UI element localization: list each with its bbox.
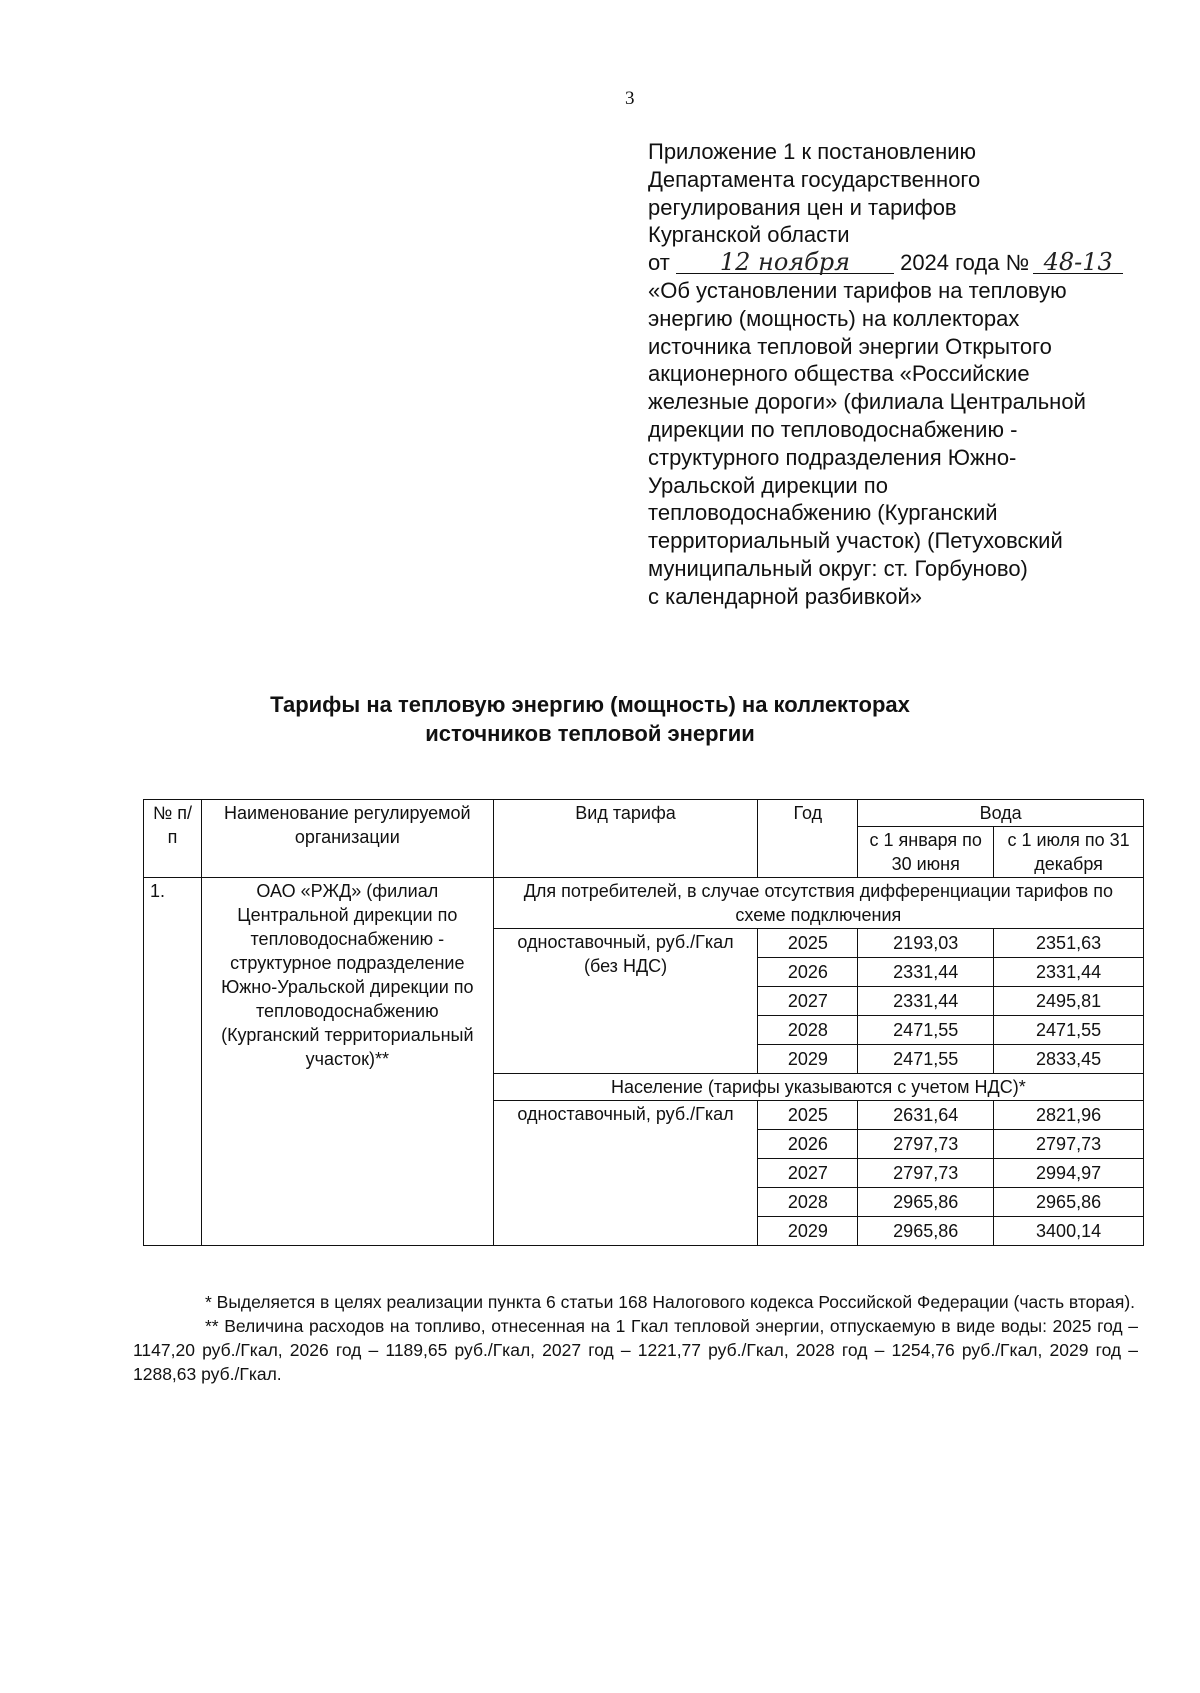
year-cell: 2025 bbox=[758, 929, 858, 958]
header-row bbox=[144, 800, 1144, 827]
year-text: 2024 года № bbox=[900, 250, 1030, 276]
tariff-h1: 2631,64 bbox=[858, 1101, 994, 1130]
tariff-type: одноставочный, руб./Гкал bbox=[493, 1101, 758, 1246]
tariff-type: одноставочный, руб./Гкал (без НДС) bbox=[493, 929, 758, 1074]
annex-date-line bbox=[648, 249, 1168, 277]
annex-line: Курганской области bbox=[648, 222, 850, 248]
year-cell: 2028 bbox=[758, 1188, 858, 1217]
section-heading: Население (тарифы указываются с учетом НДС)* bbox=[493, 1074, 1143, 1101]
annex-line: Приложение 1 к постановлению bbox=[648, 139, 977, 164]
handwritten-date: 12 ноября bbox=[676, 251, 894, 274]
annex-line: Департамента государственного bbox=[648, 166, 981, 192]
annex-title-line: тепловодоснабжению (Курганский bbox=[648, 500, 998, 526]
title-line: Тарифы на тепловую энергию (мощность) на коллекторах bbox=[270, 692, 910, 717]
tariff-h1: 2331,44 bbox=[858, 958, 994, 987]
annex-header bbox=[648, 138, 1168, 611]
tariff-table bbox=[143, 799, 1144, 1246]
tariff-h1: 2965,86 bbox=[858, 1217, 994, 1246]
title-line: источников тепловой энергии bbox=[425, 721, 755, 746]
tariff-h2: 2994,97 bbox=[994, 1159, 1144, 1188]
table-row bbox=[144, 878, 1144, 929]
date-prefix: от bbox=[648, 250, 670, 276]
tariff-h2: 2833,45 bbox=[994, 1045, 1144, 1074]
tariff-h1: 2471,55 bbox=[858, 1016, 994, 1045]
tariff-h2: 2821,96 bbox=[994, 1101, 1144, 1130]
tariff-h2: 2797,73 bbox=[994, 1130, 1144, 1159]
tariff-h2: 2495,81 bbox=[994, 987, 1144, 1016]
row-number: 1. bbox=[144, 878, 202, 1246]
tariff-h1: 2965,86 bbox=[858, 1188, 994, 1217]
tariff-h2: 2331,44 bbox=[994, 958, 1144, 987]
tariff-h1: 2471,55 bbox=[858, 1045, 994, 1074]
year-cell: 2028 bbox=[758, 1016, 858, 1045]
annex-title-line: с календарной разбивкой» bbox=[648, 583, 923, 609]
year-cell: 2026 bbox=[758, 1130, 858, 1159]
annex-title-line: «Об установлении тарифов на тепловую bbox=[648, 277, 1067, 303]
annex-title-line: Уральской дирекции по bbox=[648, 472, 888, 498]
footnote-fuel: ** Величина расходов на топливо, отнесенная на 1 Гкал тепловой энергии, отпускаемую в виде воды: 2025 год – 1147,20 руб./Гкал, 2026 год – 1189,65 руб./Гкал, 2027 год – 1221,77 руб./Гкал, 2028 год – 1254,76 руб./Гкал, 2029 год – 1288,63 руб./Гкал. bbox=[133, 1316, 1138, 1384]
header-water: Вода bbox=[858, 800, 1144, 827]
tariff-h2: 2471,55 bbox=[994, 1016, 1144, 1045]
footnotes bbox=[133, 1290, 1138, 1386]
annex-title-line: муниципальный округ: ст. Горбуново) bbox=[648, 555, 1028, 581]
header-num: № п/п bbox=[144, 800, 202, 878]
annex-title-line: источника тепловой энергии Открытого bbox=[648, 333, 1052, 359]
tariff-h1: 2797,73 bbox=[858, 1159, 994, 1188]
document-title bbox=[180, 690, 1000, 748]
tariff-h2: 3400,14 bbox=[994, 1217, 1144, 1246]
tariff-h1: 2331,44 bbox=[858, 987, 994, 1016]
page-number: 3 bbox=[625, 88, 635, 109]
annex-title-line: дирекции по тепловодоснабжению - bbox=[648, 416, 1018, 442]
tariff-h1: 2193,03 bbox=[858, 929, 994, 958]
year-cell: 2027 bbox=[758, 1159, 858, 1188]
year-cell: 2027 bbox=[758, 987, 858, 1016]
header-period2: с 1 июля по 31 декабря bbox=[994, 827, 1144, 878]
section-heading: Для потребителей, в случае отсутствия дифференциации тарифов по схеме подключения bbox=[493, 878, 1143, 929]
annex-title-line: территориальный участок) (Петуховский bbox=[648, 528, 1063, 554]
header-year: Год bbox=[758, 800, 858, 878]
annex-title-line: энергию (мощность) на коллекторах bbox=[648, 305, 1020, 331]
footnote-vat: * Выделяется в целях реализации пункта 6 статьи 168 Налогового кодекса Российской Федерации (часть вторая). bbox=[205, 1292, 1136, 1312]
annex-title-line: структурного подразделения Южно- bbox=[648, 444, 1017, 470]
org-name: ОАО «РЖД» (филиал Центральной дирекции по тепловодоснабжению - структурное подразделение Южно-Уральской дирекции по тепловодоснабжению (Курганский территориальный участок)** bbox=[201, 878, 493, 1246]
year-cell: 2026 bbox=[758, 958, 858, 987]
year-cell: 2025 bbox=[758, 1101, 858, 1130]
header-type: Вид тарифа bbox=[493, 800, 758, 878]
header-period1: с 1 января по 30 июня bbox=[858, 827, 994, 878]
tariff-h1: 2797,73 bbox=[858, 1130, 994, 1159]
annex-title-line: акционерного общества «Российские bbox=[648, 361, 1030, 387]
tariff-h2: 2965,86 bbox=[994, 1188, 1144, 1217]
handwritten-number: 48-13 bbox=[1033, 251, 1123, 274]
tariff-h2: 2351,63 bbox=[994, 929, 1144, 958]
year-cell: 2029 bbox=[758, 1045, 858, 1074]
annex-title-line: железные дороги» (филиала Центральной bbox=[648, 389, 1086, 415]
header-org: Наименование регулируемой организации bbox=[201, 800, 493, 878]
year-cell: 2029 bbox=[758, 1217, 858, 1246]
annex-line: регулирования цен и тарифов bbox=[648, 194, 957, 220]
